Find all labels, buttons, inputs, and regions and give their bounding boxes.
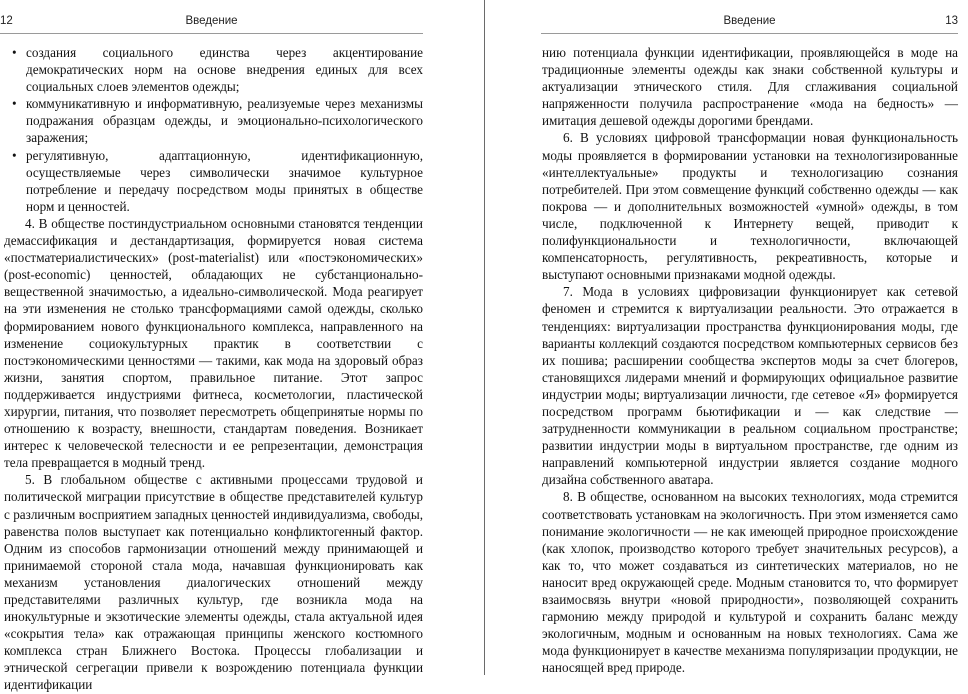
bullet-icon: •	[12, 147, 17, 163]
page-number: 13	[945, 15, 958, 27]
paragraph-8: 8. В обществе, основанном на высоких технологиях, мода стремится соответствовать установкам на экологичность. При этом изменяется само понимание экологичности — не как имеющей природное происхождение (как хлопок, производство которого требует значительных ресурсов), а как то, что может создаваться из синтетических материалов, но не наносит вред окружающей среде. Модным становится то, что формирует взаимосвязь внутри «новой природности», позволяющей сохранить гармонию между природой и культурой и сохранить баланс между экологичным, модным и основанным на новых технологиях. Сама же мода функционирует в качестве механизма популяризации продукции, не наносящей вред природе.	[542, 489, 958, 676]
left-page-header	[0, 15, 423, 31]
paragraph-5: 5. В глобальном обществе с активными процессами трудовой и политической миграции присутствие в обществе представителей культур с различным восприятием западных ценностей индивидуализма, свободы, равенства полов выступает как потенциально конфликтогенный фактор. Одним из способов гармонизации отношений между принимающей и принимаемой стороной стала мода, начавшая функционировать как механизм установления диалогических отношений между представителями различных культур, где возникла мода на инокультурные и экзотические элементы одежды, стала актуальной идея «сокрытия тела» как отражающая принципы женского костюмного комплекса стран Ближнего Востока. Процессы глобализации и этнической сегрегации привели к возрождению потенциала функции идентификации	[4, 472, 423, 693]
list-item	[4, 44, 423, 95]
running-title: Введение	[723, 15, 776, 27]
page-number: 12	[0, 15, 13, 27]
left-page-body	[4, 44, 423, 694]
right-page	[485, 0, 968, 675]
right-page-body	[542, 44, 958, 676]
list-item-text: коммуникативную и информативную, реализуемые через механизмы подражания образцам одежды, и эмоционально-психологического заражения;	[26, 96, 423, 146]
paragraph-7: 7. Мода в условиях цифровизации функционирует как сетевой феномен и стремится к виртуализации реальности. Это отражается в тенденциях: виртуализации пространства функционирования моды, где варианты коллекций создаются посредством компьютерных сервисов без их пошива; расширении сообщества экспертов моды за счет блогеров, становящихся лидерами мнений и формирующих официальное развитие индустрии моды; виртуализации личности, где сетевое «Я» формируется посредством программ бьютификации и — как следствие — затрудненности коммуникации в реальном социальном пространстве; развитии индустрии моды в виртуальном пространстве, где одним из направлений компьютерной индустрии является создание модного дизайна собственного аватара.	[542, 284, 958, 488]
list-item-text: регулятивную, адаптационную, идентификационную, осуществляемые через символически значимое культурное потребление и передачу посредством моды принятых в обществе норм и ценностей.	[26, 147, 423, 214]
list-item	[4, 147, 423, 215]
paragraph-6: 6. В условиях цифровой трансформации новая функциональность моды проявляется в формировании установки на технологизированные «интеллектуальные» продукты и технологизацию сознания потребителей. При этом совмещение функций собственно одежды — как покрова — и дополнительных возможностей «умной» одежды, в том числе, подключенной к Интернету вещей, приводит к полифункциональности и технологичности, включающей компенсаторность, регулятивность, рекреативность, которые и выступают основными признаками модной одежды.	[542, 130, 958, 283]
right-page-header	[541, 15, 958, 31]
bullet-icon: •	[12, 96, 17, 112]
list-item-text: создания социального единства через акцентирование демократических норм на основе внедрения единых для всех социальных слоев элементов одежды;	[26, 45, 423, 95]
bullet-list	[4, 44, 423, 215]
left-page	[0, 0, 484, 693]
bullet-icon: •	[12, 45, 17, 60]
running-title: Введение	[185, 15, 238, 27]
header-rule	[0, 33, 423, 34]
list-item	[4, 95, 423, 146]
header-rule	[541, 33, 958, 34]
paragraph-4: 4. В обществе постиндустриальном основными становятся тенденции демассификация и дестандартизация, формируется новая система «постматериалистических» (post-materialist) или «постэкономических» (post-economic) ценностей, обладающих не субстанционально-вещественной значимостью, а идеально-символической. Мода реагирует на эти изменения не столько трансформациями самой одежды, сколько формированием нового функционального комплекса, направленного на изменение социокультурных практик в соответствии с постэкономическими ценностями — такими, как мода на здоровый образ жизни, занятия спортом, правильное питание. Этот запрос поддерживается индустриями фитнеса, косметологии, пластической хирургии, питания, что позволяет пересмотреть общепринятые нормы по отношению к возрасту, внешности, стандартам поведения. Возникает интерес к человеческой телесности и ее репрезентации, демонстрация тела превращается в модный тренд.	[4, 215, 423, 471]
paragraph-continuation: нию потенциала функции идентификации, проявляющейся в моде на традиционные элементы одежды как знаки собственной культуры и актуализации этнического стиля. Для сглаживания социальной напряженности получила распространение «мода на бедность» — имитация дешевой одежды дорогими брендами.	[542, 45, 958, 129]
